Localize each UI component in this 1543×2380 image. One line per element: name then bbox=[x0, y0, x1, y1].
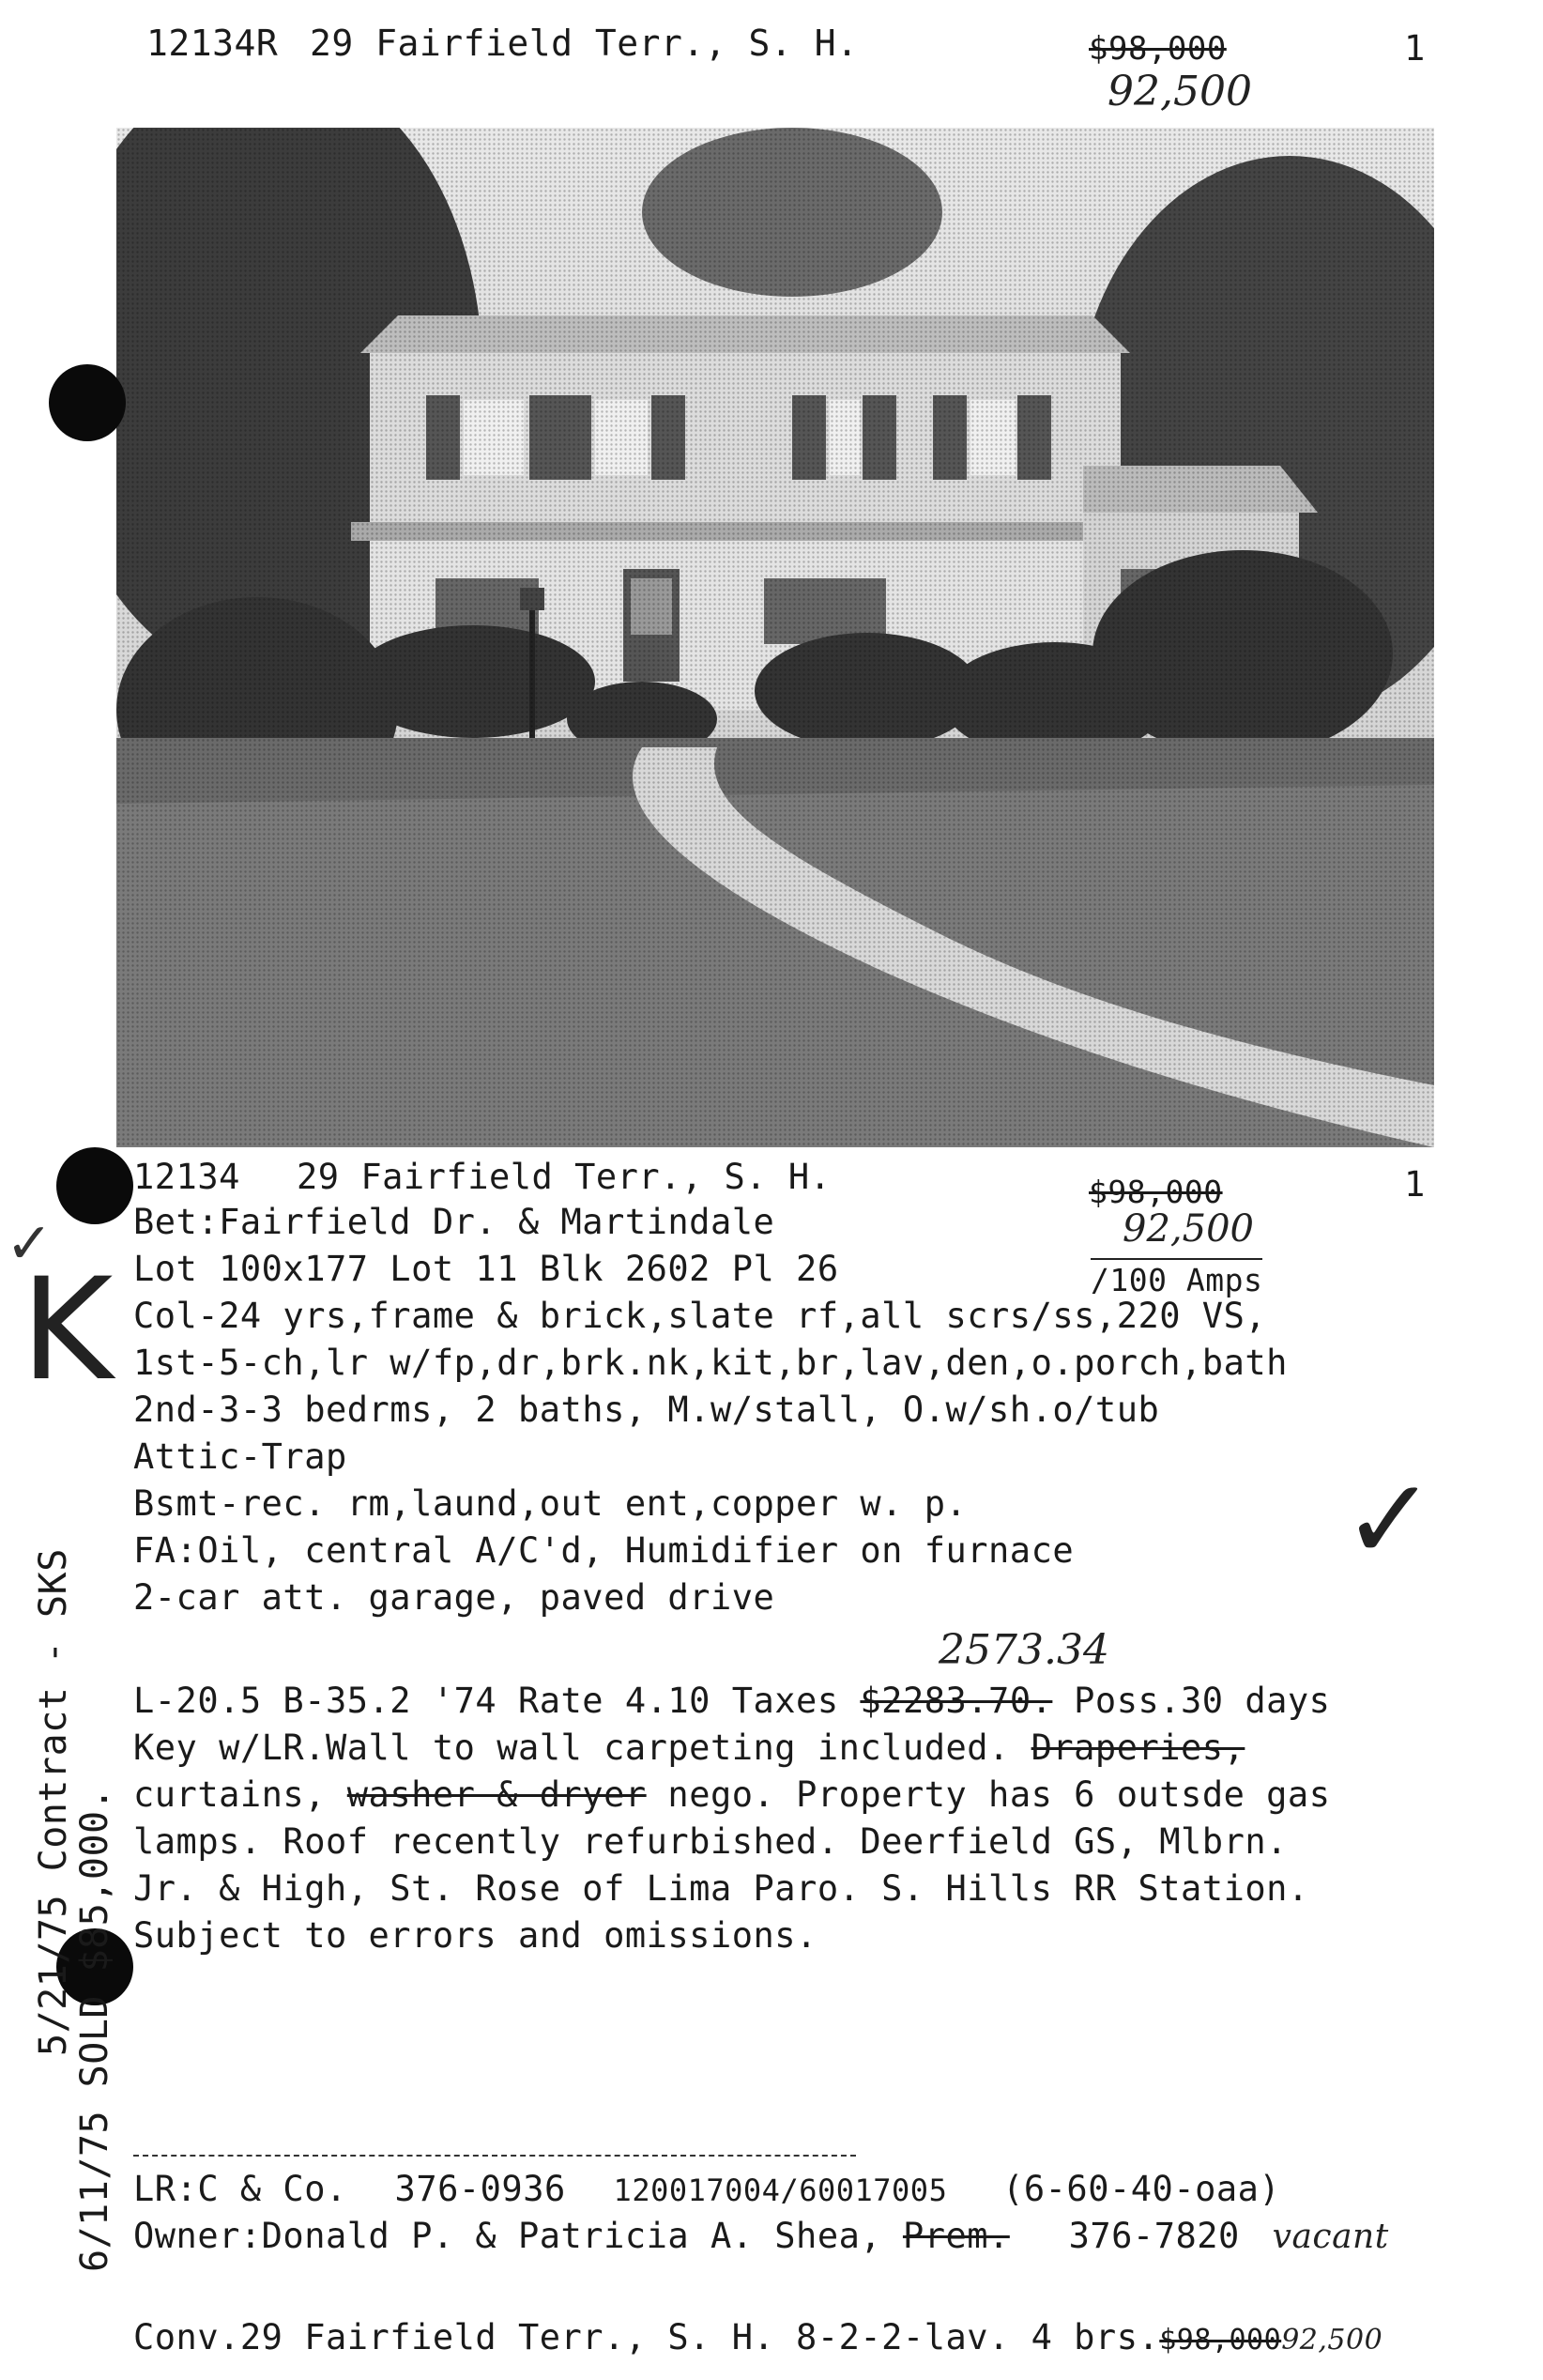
margin-sold-note: 6/11/75 SOLD $85,000. bbox=[73, 1787, 116, 2272]
owner-struck: Prem. bbox=[902, 2216, 1010, 2256]
conv-new-price: 92,500 bbox=[1281, 2324, 1383, 2357]
check-mark-right: ✓ bbox=[1342, 1455, 1437, 1586]
curtain-line-text: curtains, bbox=[133, 1774, 347, 1815]
lr-phone: 376-0936 bbox=[394, 2169, 566, 2209]
card-line-3: Col-24 yrs,frame & brick,slate rf,all scrs/ss,220 VS, bbox=[133, 1296, 1267, 1336]
card-orig-price: $98,000 bbox=[1089, 1174, 1223, 1210]
margin-letter: K bbox=[21, 1249, 114, 1412]
house-photo bbox=[116, 128, 1434, 1147]
key-line-text: Key w/LR.Wall to wall carpeting included. bbox=[133, 1727, 1031, 1768]
tax-line-text: L-20.5 B-35.2 '74 Rate 4.10 Taxes bbox=[133, 1681, 861, 1721]
house-photo-drawing bbox=[116, 128, 1434, 1147]
header-page: 1 bbox=[1404, 28, 1426, 69]
card-line-2: Lot 100x177 Lot 11 Blk 2602 Pl 26 bbox=[133, 1249, 839, 1289]
card-line-6: Attic-Trap bbox=[133, 1436, 347, 1477]
card-line-4: 1st-5-ch,lr w/fp,dr,brk.nk,kit,br,lav,den,o.porch,bath bbox=[133, 1343, 1288, 1383]
lr-label: LR:C & Co. bbox=[133, 2169, 347, 2209]
owner-text: Owner:Donald P. & Patricia A. Shea, bbox=[133, 2216, 903, 2256]
card-listing-no: 12134 bbox=[133, 1157, 240, 1197]
card-line-9: 2-car att. garage, paved drive bbox=[133, 1577, 775, 1618]
header-new-price: 92,500 bbox=[1108, 68, 1252, 115]
key-line-struck: Draperies, bbox=[1031, 1727, 1245, 1768]
remarks-line-3: Subject to errors and omissions. bbox=[133, 1915, 817, 1956]
owner-phone: 376-7820 bbox=[1068, 2216, 1240, 2256]
remarks-line-2: Jr. & High, St. Rose of Lima Paro. S. Hills RR Station. bbox=[133, 1868, 1309, 1909]
key-line bbox=[133, 1727, 1245, 1768]
card-line-5: 2nd-3-3 bedrms, 2 baths, M.w/stall, O.w/sh.o/tub bbox=[133, 1390, 1160, 1430]
card-line-8: FA:Oil, central A/C'd, Humidifier on furnace bbox=[133, 1530, 1075, 1571]
lr-ids: 120017004/60017005 bbox=[613, 2173, 948, 2208]
tax-line-possession: Poss.30 days bbox=[1052, 1681, 1331, 1721]
conv-text: Conv.29 Fairfield Terr., S. H. 8-2-2-lav. 4 brs. bbox=[133, 2317, 1160, 2357]
header-listing-no: 12134R bbox=[146, 23, 279, 64]
punch-hole-middle bbox=[56, 1147, 133, 1224]
tax-line bbox=[133, 1681, 1330, 1721]
curtain-line bbox=[133, 1774, 1330, 1815]
remarks-line-1: lamps. Roof recently refurbished. Deerfield GS, Mlbrn. bbox=[133, 1821, 1288, 1862]
owner-note: vacant bbox=[1272, 2218, 1389, 2256]
header-orig-price: $98,000 bbox=[1089, 30, 1227, 68]
card-line-7: Bsmt-rec. rm,laund,out ent,copper w. p. bbox=[133, 1483, 968, 1524]
curtain-line-rest: nego. Property has 6 outsde gas bbox=[646, 1774, 1331, 1815]
header-address: 29 Fairfield Terr., S. H. bbox=[310, 23, 859, 64]
footer-divider bbox=[133, 2155, 856, 2157]
conv-price: $98,000 bbox=[1159, 2324, 1282, 2357]
card-new-price: 92,500 bbox=[1123, 1207, 1254, 1251]
card-line-1: Bet:Fairfield Dr. & Martindale bbox=[133, 1202, 775, 1242]
lr-line bbox=[133, 2169, 1280, 2209]
card-address: 29 Fairfield Terr., S. H. bbox=[297, 1157, 832, 1197]
card-amps: /100 Amps bbox=[1091, 1258, 1262, 1298]
margin-contract-note: 5/21/75 Contract - SKS bbox=[32, 1548, 75, 2056]
owner-line bbox=[133, 2216, 1389, 2256]
tax-handwritten: 2573.34 bbox=[939, 1626, 1109, 1674]
lr-code: (6-60-40-oaa) bbox=[1002, 2169, 1281, 2209]
conv-line bbox=[133, 2317, 1383, 2357]
curtain-line-struck: washer & dryer bbox=[346, 1774, 647, 1815]
tax-old-value: $2283.70. bbox=[860, 1681, 1053, 1721]
punch-hole-top bbox=[49, 364, 126, 441]
card-page: 1 bbox=[1404, 1164, 1426, 1205]
margin-check-left: ✓ bbox=[6, 1211, 53, 1277]
